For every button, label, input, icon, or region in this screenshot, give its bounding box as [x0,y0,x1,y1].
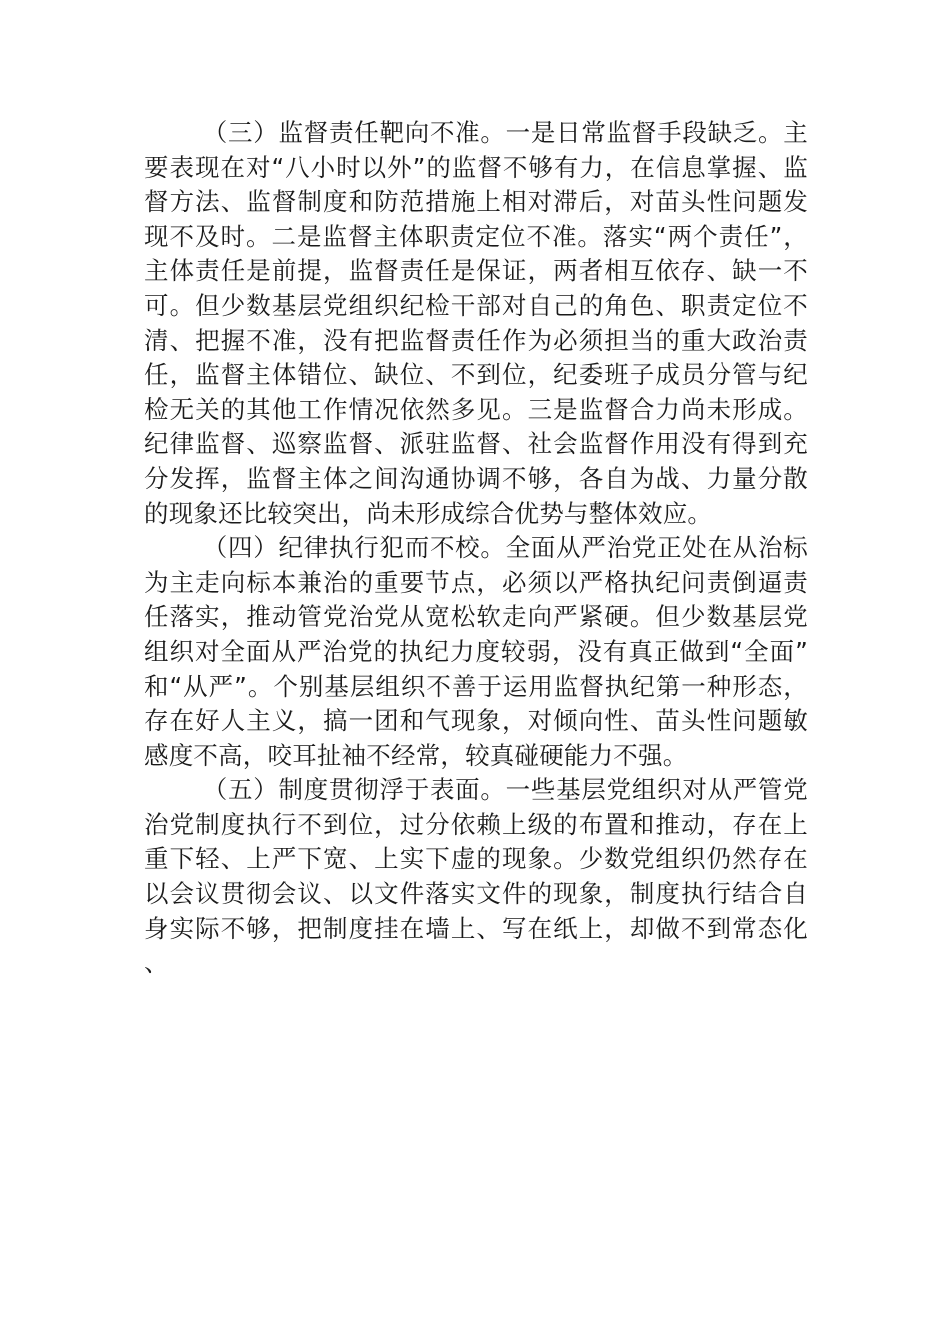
paragraph-supervision-responsibility: （三）监督责任靶向不准。一是日常监督手段缺乏。主要表现在对“八小时以外”的监督不够有力，在信息掌握、监督方法、监督制度和防范措施上相对滞后，对苗头性问题发现不及时。二是监督主体职责定位不准。落实“两个责任”，主体责任是前提，监督责任是保证，两者相互依存、缺一不可。但少数基层党组织纪检干部对自己的角色、职责定位不清、把握不准，没有把监督责任作为必须担当的重大政治责任，监督主体错位、缺位、不到位，纪委班子成员分管与纪检无关的其他工作情况依然多见。三是监督合力尚未形成。纪律监督、巡察监督、派驻监督、社会监督作用没有得到充分发挥，监督主体之间沟通协调不够，各自为战、力量分散的现象还比较突出，尚未形成综合优势与整体效应。 [144,118,808,528]
document-body [144,116,808,981]
paragraph-system-implementation: （五）制度贯彻浮于表面。一些基层党组织对从严管党治党制度执行不到位，过分依赖上级的布置和推动，存在上重下轻、上严下宽、上实下虚的现象。少数党组织仍然存在以会议贯彻会议、以文件落实文件的现象，制度执行结合自身实际不够，把制度挂在墙上、写在纸上，却做不到常态化、 [144,775,808,978]
paragraph-discipline-enforcement: （四）纪律执行犯而不校。全面从严治党正处在从治标为主走向标本兼治的重要节点，必须以严格执纪问责倒逼责任落实，推动管党治党从宽松软走向严紧硬。但少数基层党组织对全面从严治党的执纪力度较弱，没有真正做到“全面”和“从严”。个别基层组织不善于运用监督执纪第一种形态，存在好人主义，搞一团和气现象，对倾向性、苗头性问题敏感度不高，咬耳扯袖不经常，较真碰硬能力不强。 [144,533,808,770]
